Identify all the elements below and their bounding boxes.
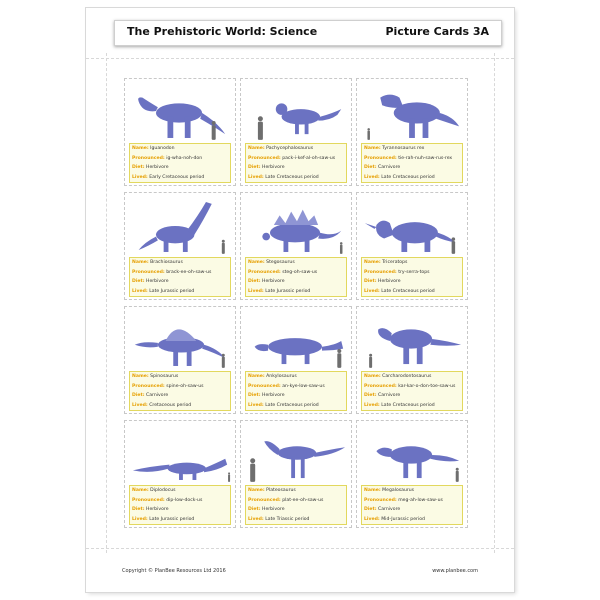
pronounced-label: Pronounced:	[132, 383, 165, 389]
dinosaur-card	[356, 420, 468, 528]
lived-row	[364, 515, 460, 525]
diplodocus-icon	[129, 425, 231, 483]
page-header	[114, 20, 502, 46]
name-value: Megalosaurus	[382, 488, 415, 493]
name-row	[364, 258, 460, 268]
dinosaur-card	[240, 78, 352, 186]
dashed-guide-line	[494, 53, 495, 553]
name-value: Tyrannosaurus rex	[382, 146, 425, 151]
diet-label: Diet:	[132, 507, 145, 513]
dinosaur-card	[356, 78, 468, 186]
name-label: Name:	[248, 488, 265, 493]
lived-value: Late Cretaceous period	[381, 174, 435, 180]
pronounced-value: an-kye-low-saw-us	[282, 383, 325, 389]
pronounced-value: dip-low-dock-us	[166, 497, 203, 503]
dinosaur-illustration	[361, 311, 463, 369]
name-label: Name:	[132, 260, 149, 265]
name-value: Brachiosaurus	[150, 260, 183, 265]
diet-label: Diet:	[364, 279, 377, 285]
human-scale-icon	[250, 458, 255, 482]
diet-label: Diet:	[132, 279, 145, 285]
lived-row	[248, 287, 344, 297]
name-value: Iguanodon	[150, 146, 175, 151]
dinosaur-info-box	[361, 143, 463, 183]
human-scale-icon	[258, 116, 263, 140]
name-row	[364, 144, 460, 154]
stegosaurus-icon	[245, 197, 347, 255]
name-label: Name:	[248, 146, 265, 151]
diet-row	[132, 163, 228, 173]
dinosaur-illustration	[361, 425, 463, 483]
diet-row	[364, 277, 460, 287]
pronounced-row	[132, 496, 228, 506]
dinosaur-card	[240, 420, 352, 528]
dinosaur-info-box	[245, 143, 347, 183]
pronounced-value: kar-kar-o-don-toe-saw-us	[398, 383, 456, 389]
diet-value: Carnivore	[378, 507, 401, 513]
page-title: The Prehistoric World: Science	[127, 25, 318, 38]
diet-row	[248, 277, 344, 287]
human-scale-icon	[452, 237, 456, 254]
brachiosaurus-icon	[129, 197, 231, 255]
diet-row	[364, 163, 460, 173]
name-value: Spinosaurus	[150, 374, 179, 379]
lived-row	[248, 173, 344, 183]
dinosaur-illustration	[245, 425, 347, 483]
pronounced-label: Pronounced:	[364, 155, 397, 161]
human-scale-icon	[228, 472, 230, 481]
dinosaur-info-box	[361, 257, 463, 297]
dinosaur-card	[240, 192, 352, 300]
name-row	[132, 486, 228, 496]
pronounced-row	[248, 496, 344, 506]
name-label: Name:	[364, 146, 381, 151]
name-label: Name:	[248, 260, 265, 265]
lived-row	[132, 287, 228, 297]
pronounced-row	[132, 268, 228, 278]
name-value: Stegosaurus	[266, 260, 295, 265]
dinosaur-illustration	[129, 425, 231, 483]
picture-cards-sheet	[86, 8, 514, 592]
diet-value: Herbivore	[262, 393, 285, 399]
dinosaur-card	[240, 306, 352, 414]
sheet-label: Picture Cards 3A	[385, 25, 489, 38]
diet-row	[248, 163, 344, 173]
tyrannosaurus-icon	[361, 83, 463, 141]
lived-value: Mid-Jurassic period	[381, 516, 425, 522]
name-row	[132, 372, 228, 382]
dinosaur-illustration	[245, 311, 347, 369]
diet-value: Herbivore	[146, 507, 169, 513]
lived-row	[248, 515, 344, 525]
lived-value: Early Cretaceous period	[149, 174, 205, 180]
diet-value: Herbivore	[262, 165, 285, 171]
lived-label: Lived:	[132, 174, 148, 180]
name-value: Pachycephalosaurus	[266, 146, 314, 151]
lived-value: Late Jurassic period	[149, 288, 195, 294]
diet-label: Diet:	[248, 279, 261, 285]
name-label: Name:	[132, 374, 149, 379]
lived-label: Lived:	[364, 402, 380, 408]
dinosaur-info-box	[129, 485, 231, 525]
dinosaur-info-box	[129, 371, 231, 411]
diet-value: Carnivore	[146, 393, 169, 399]
diet-row	[132, 277, 228, 287]
pronounced-row	[132, 382, 228, 392]
pronounced-row	[248, 382, 344, 392]
lived-value: Late Cretaceous period	[265, 174, 319, 180]
pronounced-label: Pronounced:	[248, 155, 281, 161]
pronounced-value: pack-i-kef-al-oh-saw-us	[282, 155, 336, 161]
name-label: Name:	[132, 488, 149, 493]
lived-label: Lived:	[248, 516, 264, 522]
human-scale-icon	[456, 468, 459, 482]
name-label: Name:	[364, 488, 381, 493]
pronounced-label: Pronounced:	[248, 383, 281, 389]
diet-value: Herbivore	[262, 279, 285, 285]
pronounced-row	[248, 268, 344, 278]
lived-value: Late Jurassic period	[265, 288, 311, 294]
name-row	[248, 258, 344, 268]
triceratops-icon	[361, 197, 463, 255]
dinosaur-illustration	[361, 83, 463, 141]
lived-label: Lived:	[248, 402, 264, 408]
diet-row	[364, 505, 460, 515]
plateosaurus-icon	[245, 425, 347, 483]
diet-row	[248, 505, 344, 515]
pronounced-value: brack-ee-oh-saw-us	[166, 269, 212, 275]
dinosaur-card	[124, 192, 236, 300]
diet-row	[132, 391, 228, 401]
pronounced-value: try-serra-tops	[398, 269, 430, 275]
lived-label: Lived:	[248, 174, 264, 180]
pronounced-value: plat-ee-oh-saw-us	[282, 497, 324, 503]
name-row	[132, 258, 228, 268]
name-label: Name:	[132, 146, 149, 151]
lived-row	[364, 401, 460, 411]
diet-row	[364, 391, 460, 401]
name-value: Diplodocus	[150, 488, 176, 493]
lived-row	[248, 401, 344, 411]
pronounced-label: Pronounced:	[364, 383, 397, 389]
dinosaur-info-box	[361, 371, 463, 411]
dinosaur-illustration	[245, 197, 347, 255]
diet-label: Diet:	[132, 393, 145, 399]
human-scale-icon	[367, 128, 370, 140]
lived-value: Cretaceous period	[149, 402, 192, 408]
diet-row	[248, 391, 344, 401]
pronounced-value: meg-ah-low-saw-us	[398, 497, 443, 503]
name-value: Triceratops	[382, 260, 408, 265]
human-scale-icon	[369, 354, 372, 368]
pronounced-row	[132, 154, 228, 164]
copyright-text: Copyright © PlanBee Resources Ltd 2016	[122, 568, 226, 574]
dinosaur-card	[356, 306, 468, 414]
name-value: Carcharodontosaurus	[382, 374, 432, 379]
pronounced-label: Pronounced:	[132, 497, 165, 503]
name-label: Name:	[248, 374, 265, 379]
human-scale-icon	[222, 240, 225, 254]
name-row	[248, 144, 344, 154]
lived-label: Lived:	[364, 174, 380, 180]
card-grid	[124, 78, 476, 528]
lived-row	[132, 401, 228, 411]
diet-label: Diet:	[364, 165, 377, 171]
dinosaur-illustration	[361, 197, 463, 255]
diet-value: Herbivore	[146, 165, 169, 171]
lived-label: Lived:	[132, 516, 148, 522]
dashed-guide-line	[86, 58, 514, 59]
name-value: Plateosaurus	[266, 488, 296, 493]
diet-row	[132, 505, 228, 515]
name-value: Ankylosaurus	[266, 374, 297, 379]
pronounced-value: spine-oh-saw-us	[166, 383, 204, 389]
lived-row	[132, 173, 228, 183]
dinosaur-info-box	[245, 371, 347, 411]
pronounced-value: ig-wha-noh-don	[166, 155, 203, 161]
human-scale-icon	[337, 349, 341, 368]
lived-label: Lived:	[364, 516, 380, 522]
name-label: Name:	[364, 374, 381, 379]
dinosaur-info-box	[361, 485, 463, 525]
dinosaur-info-box	[129, 143, 231, 183]
website-url: www.planbee.com	[432, 568, 478, 574]
lived-value: Late Jurassic period	[149, 516, 195, 522]
dinosaur-illustration	[129, 83, 231, 141]
pronounced-value: steg-oh-saw-us	[282, 269, 318, 275]
diet-label: Diet:	[248, 165, 261, 171]
pronounced-row	[248, 154, 344, 164]
dinosaur-card	[356, 192, 468, 300]
diet-label: Diet:	[248, 393, 261, 399]
lived-value: Late Triassic period	[265, 516, 310, 522]
dinosaur-card	[124, 420, 236, 528]
name-row	[132, 144, 228, 154]
lived-value: Late Cretaceous period	[381, 402, 435, 408]
pronounced-row	[364, 154, 460, 164]
pronounced-label: Pronounced:	[248, 269, 281, 275]
pronounced-row	[364, 496, 460, 506]
pronounced-label: Pronounced:	[364, 269, 397, 275]
diet-label: Diet:	[248, 507, 261, 513]
spinosaurus-icon	[129, 311, 231, 369]
diet-value: Herbivore	[378, 279, 401, 285]
pronounced-label: Pronounced:	[132, 269, 165, 275]
dinosaur-illustration	[129, 311, 231, 369]
dashed-guide-line	[106, 53, 107, 553]
diet-label: Diet:	[364, 393, 377, 399]
pachycephalosaurus-icon	[245, 83, 347, 141]
pronounced-value: tie-rah-nuh-saw-rus-rex	[398, 155, 453, 161]
dinosaur-illustration	[245, 83, 347, 141]
lived-row	[364, 173, 460, 183]
dinosaur-card	[124, 78, 236, 186]
diet-label: Diet:	[132, 165, 145, 171]
lived-row	[132, 515, 228, 525]
human-scale-icon	[212, 121, 216, 140]
dinosaur-info-box	[129, 257, 231, 297]
name-row	[364, 486, 460, 496]
pronounced-row	[364, 382, 460, 392]
name-row	[248, 372, 344, 382]
lived-label: Lived:	[132, 402, 148, 408]
dinosaur-info-box	[245, 485, 347, 525]
lived-value: Late Cretaceous period	[381, 288, 435, 294]
name-label: Name:	[364, 260, 381, 265]
diet-value: Herbivore	[146, 279, 169, 285]
dinosaur-illustration	[129, 197, 231, 255]
diet-value: Carnivore	[378, 393, 401, 399]
carcharodontosaurus-icon	[361, 311, 463, 369]
name-row	[248, 486, 344, 496]
lived-label: Lived:	[132, 288, 148, 294]
lived-value: Late Cretaceous period	[265, 402, 319, 408]
iguanodon-icon	[129, 83, 231, 141]
megalosaurus-icon	[361, 425, 463, 483]
diet-value: Herbivore	[262, 507, 285, 513]
lived-row	[364, 287, 460, 297]
lived-label: Lived:	[248, 288, 264, 294]
ankylosaurus-icon	[245, 311, 347, 369]
name-row	[364, 372, 460, 382]
pronounced-label: Pronounced:	[248, 497, 281, 503]
pronounced-label: Pronounced:	[132, 155, 165, 161]
diet-label: Diet:	[364, 507, 377, 513]
lived-label: Lived:	[364, 288, 380, 294]
dinosaur-card	[124, 306, 236, 414]
dinosaur-info-box	[245, 257, 347, 297]
human-scale-icon	[340, 242, 343, 254]
human-scale-icon	[222, 354, 225, 368]
pronounced-label: Pronounced:	[364, 497, 397, 503]
diet-value: Carnivore	[378, 165, 401, 171]
pronounced-row	[364, 268, 460, 278]
dashed-guide-line	[86, 548, 514, 549]
